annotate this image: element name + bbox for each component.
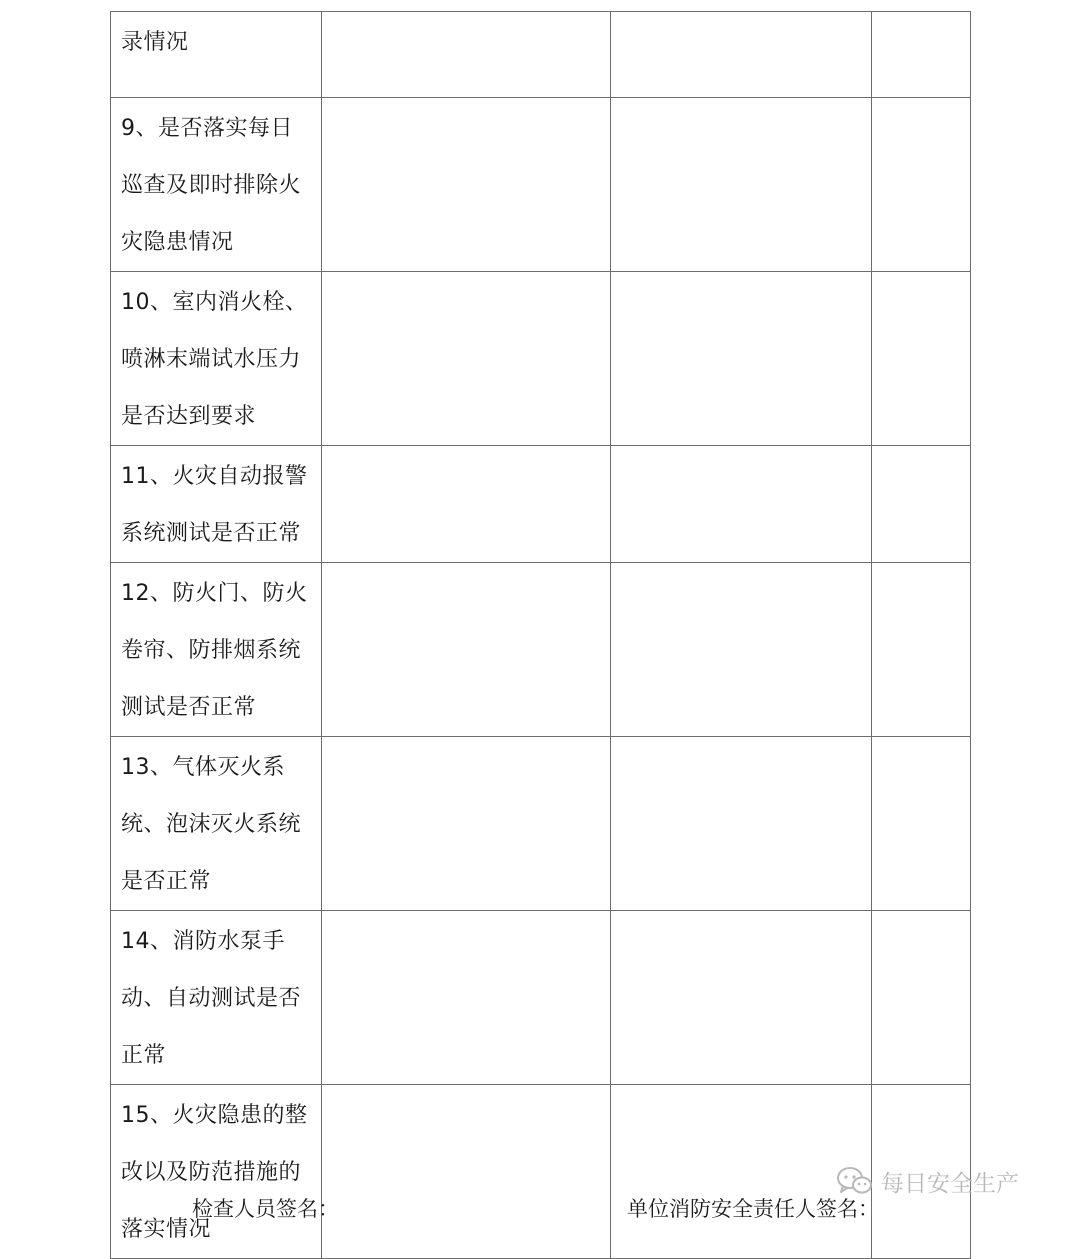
remark-cell[interactable] — [611, 1085, 872, 1259]
wechat-icon — [835, 1165, 875, 1197]
remark-cell[interactable] — [611, 98, 872, 272]
remark-cell[interactable] — [611, 737, 872, 911]
sign-cell[interactable] — [872, 563, 971, 737]
responsible-signature-label: 单位消防安全责任人签名： — [627, 1197, 879, 1221]
inspection-table — [110, 11, 971, 1259]
result-cell[interactable] — [322, 1085, 611, 1259]
remark-cell[interactable] — [611, 272, 872, 446]
table-row — [111, 563, 971, 737]
result-cell[interactable] — [322, 563, 611, 737]
remark-cell[interactable] — [611, 563, 872, 737]
item-cell — [111, 446, 322, 563]
sign-cell[interactable] — [872, 272, 971, 446]
table-row — [111, 12, 971, 98]
sign-cell[interactable] — [872, 98, 971, 272]
watermark — [835, 1163, 1019, 1199]
sign-cell[interactable] — [872, 446, 971, 563]
table-row — [111, 98, 971, 272]
item-cell — [111, 737, 322, 911]
item-cell — [111, 12, 322, 98]
table-row — [111, 446, 971, 563]
item-text: 13、气体灭火系统、泡沫灭火系统是否正常 — [121, 755, 302, 894]
result-cell[interactable] — [322, 737, 611, 911]
table-row — [111, 737, 971, 911]
item-cell — [111, 911, 322, 1085]
item-text: 15、火灾隐患的整改以及防范措施的落实情况 — [121, 1103, 308, 1242]
result-cell[interactable] — [322, 446, 611, 563]
remark-cell[interactable] — [611, 446, 872, 563]
sign-cell[interactable] — [872, 12, 971, 98]
item-text: 10、室内消火栓、喷淋末端试水压力是否达到要求 — [121, 290, 308, 429]
table-body — [111, 12, 971, 1259]
watermark-text: 每日安全生产 — [881, 1170, 1019, 1197]
item-text: 录情况 — [121, 30, 189, 55]
item-cell — [111, 1085, 322, 1259]
item-cell — [111, 563, 322, 737]
item-text: 11、火灾自动报警系统测试是否正常 — [121, 464, 308, 546]
item-cell — [111, 272, 322, 446]
result-cell[interactable] — [322, 272, 611, 446]
sign-cell[interactable] — [872, 737, 971, 911]
result-cell[interactable] — [322, 12, 611, 98]
sign-cell[interactable] — [872, 911, 971, 1085]
result-cell[interactable] — [322, 911, 611, 1085]
item-cell — [111, 98, 322, 272]
inspector-signature-label: 检查人员签名： — [192, 1197, 339, 1221]
remark-cell[interactable] — [611, 12, 872, 98]
table-row — [111, 911, 971, 1085]
item-text: 14、消防水泵手动、自动测试是否正常 — [121, 929, 302, 1068]
table-row — [111, 272, 971, 446]
item-text: 12、防火门、防火卷帘、防排烟系统测试是否正常 — [121, 581, 308, 720]
remark-cell[interactable] — [611, 911, 872, 1085]
result-cell[interactable] — [322, 98, 611, 272]
item-text: 9、是否落实每日巡查及即时排除火灾隐患情况 — [121, 116, 302, 255]
